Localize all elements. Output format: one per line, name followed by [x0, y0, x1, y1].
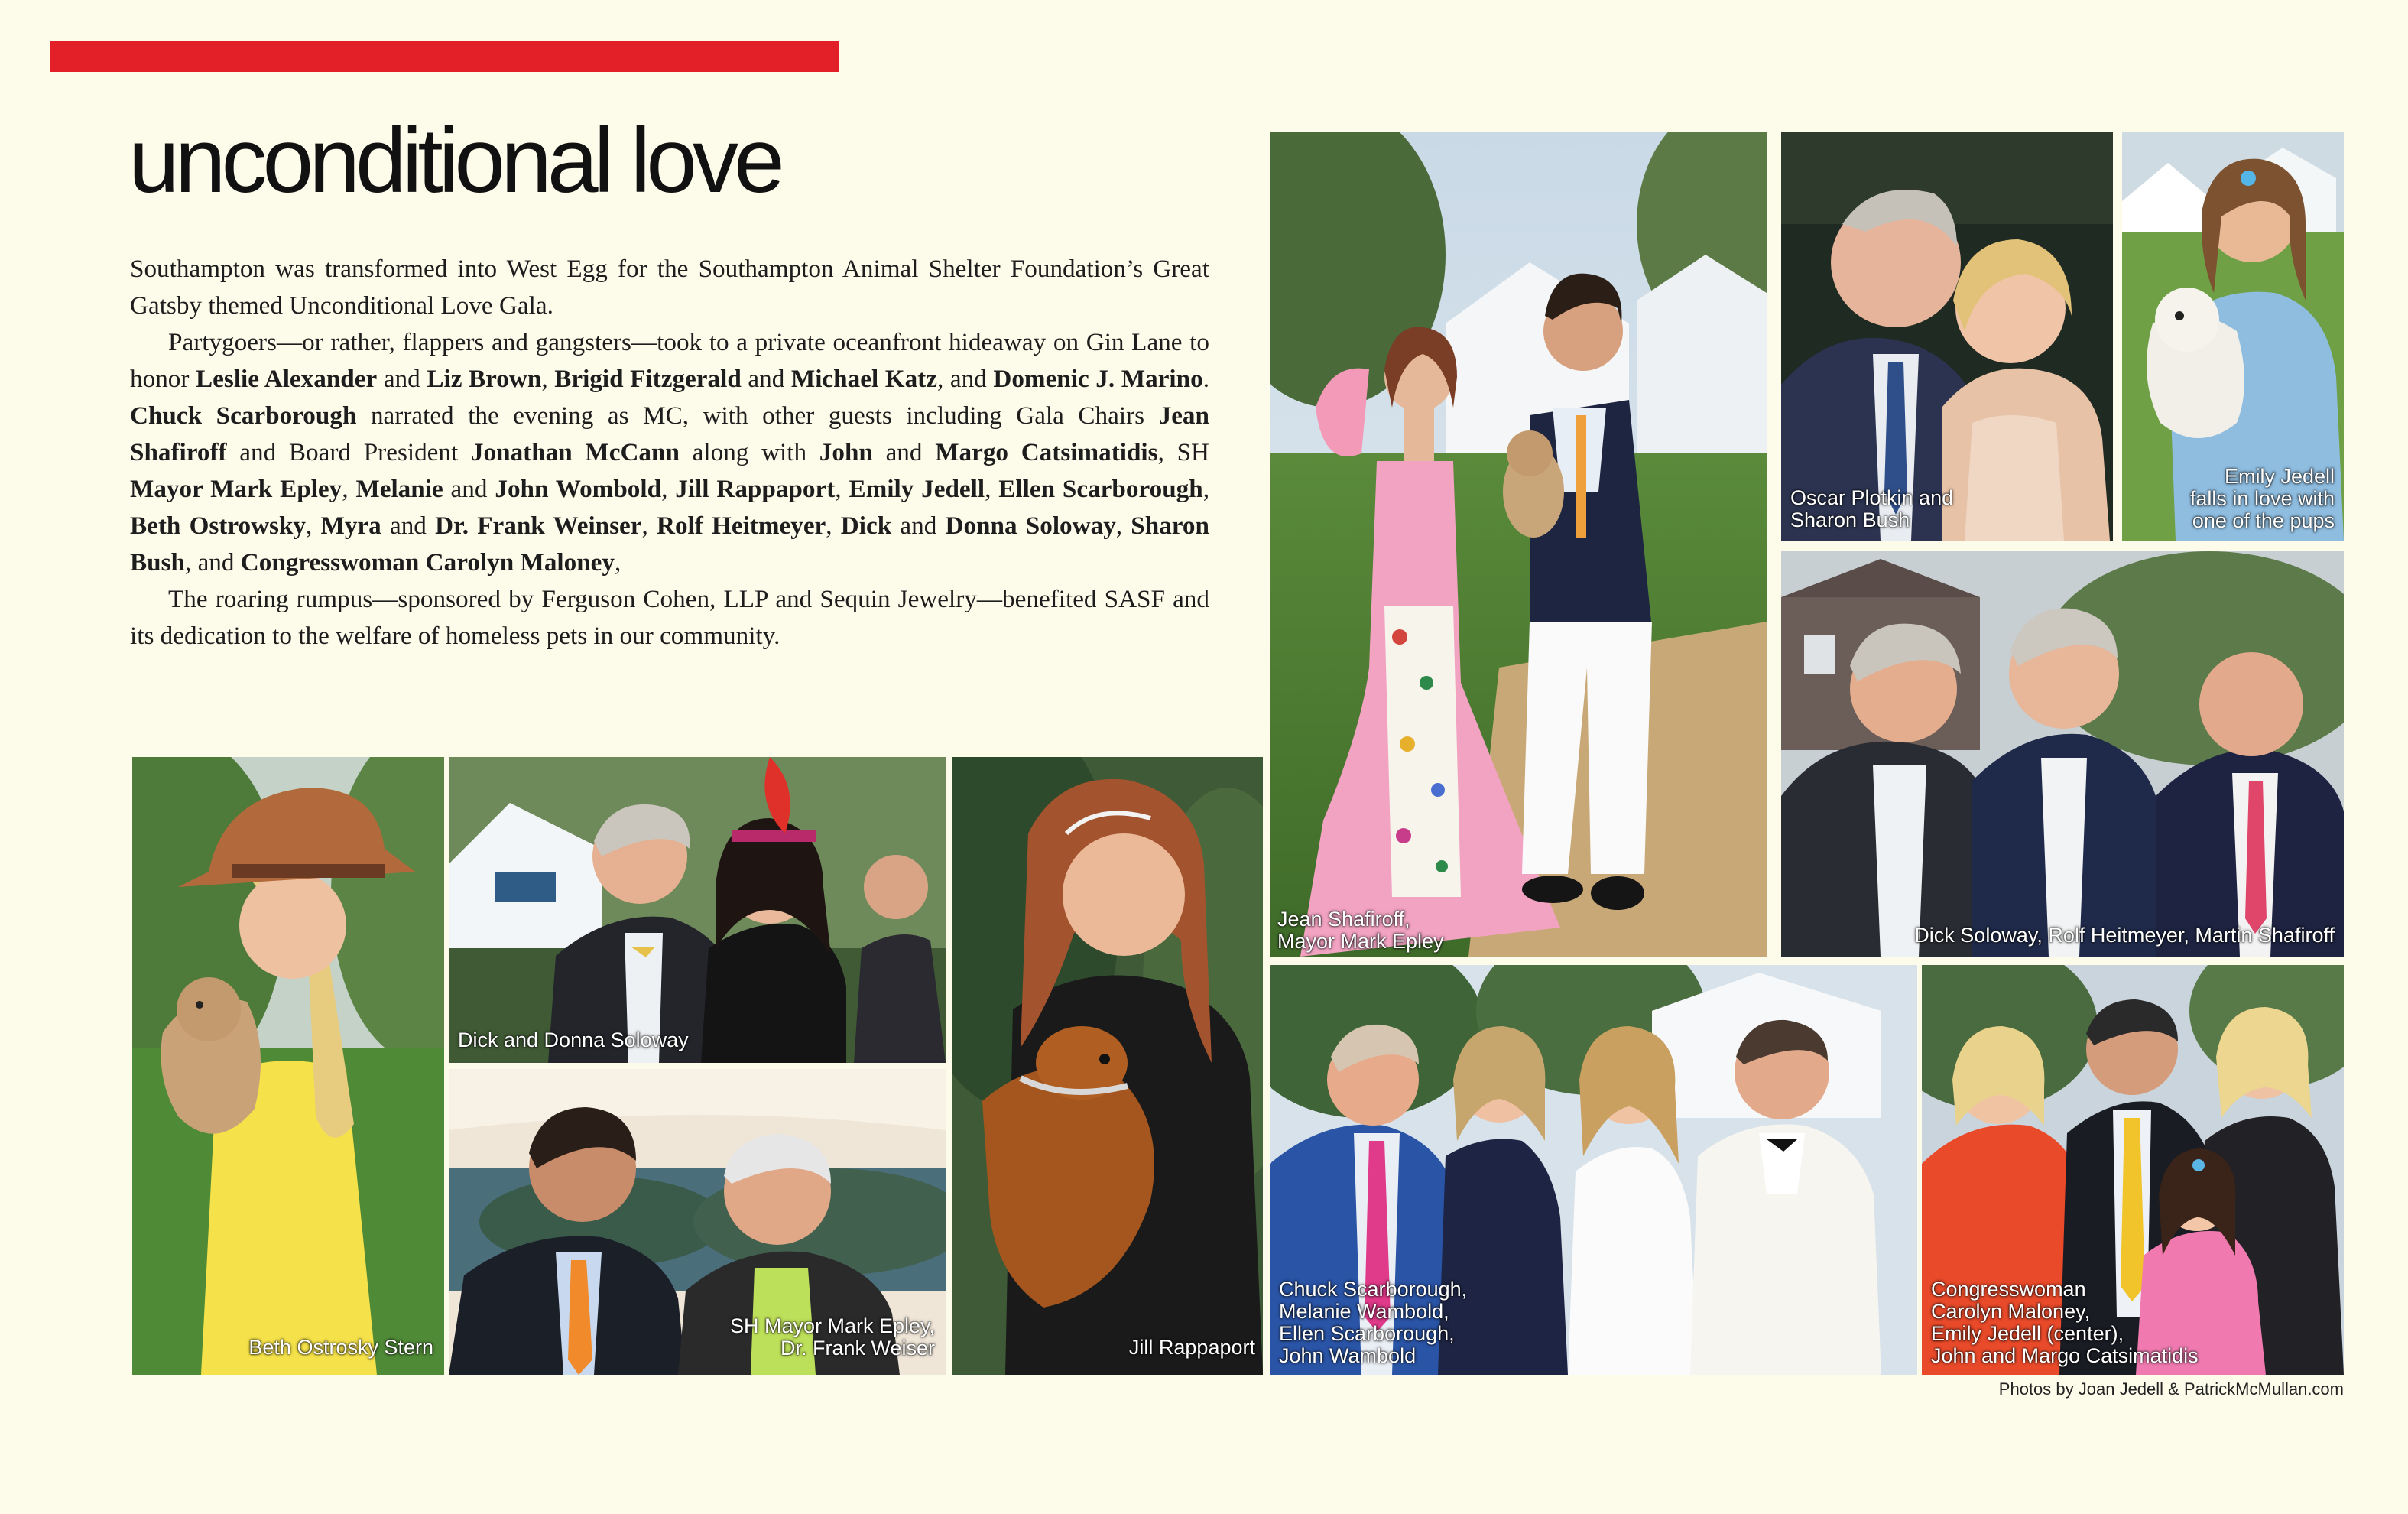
- photo-plotkin-bush: [1781, 132, 2113, 541]
- bold-name: Margo Catsimatidis: [935, 438, 1158, 466]
- bold-name: Domenic J. Marino: [993, 365, 1203, 393]
- paragraph-2: Partygoers—or rather, flappers and gangsters—took to a private oceanfront hideaway on Gin Lane to honor Leslie Alexander and Liz Brown, Brigid Fitzgerald and Michael Katz, and Domenic J. Marino. Chuck Scarborough narrated the evening as MC, with other guests including Gala Chairs Jean Shafiroff and Board President Jonathan McCann along with John and Margo Catsimatidis, SH Mayor Mark Epley, Melanie and John Wombold, Jill Rappaport, Emily Jedell, Ellen Scarborough, Beth Ostrowsky, Myra and Dr. Frank Weinser, Rolf Heitmeyer, Dick and Donna Soloway, Sharon Bush, and Congresswoman Carolyn Maloney,: [130, 328, 1210, 577]
- paragraph-1: Southampton was transformed into West Egg for the Southampton Animal Shelter Foundation’s Great Gatsby themed Unconditional Love Gala.: [130, 255, 1209, 320]
- photo-shafiroff-epley: [1270, 132, 1767, 957]
- bold-name: Congresswoman Carolyn Maloney: [240, 548, 615, 577]
- bold-name: Brigid Fitzgerald: [554, 365, 742, 393]
- caption-jill: Jill Rappaport: [1128, 1336, 1255, 1359]
- caption-jedell: Emily Jedell falls in love with one of the pups: [2189, 465, 2335, 532]
- headline: unconditional love: [128, 109, 780, 212]
- bold-name: Michael Katz: [790, 365, 937, 393]
- bold-name: John Wombold: [495, 475, 662, 503]
- photo-dick-donna-soloway: [449, 757, 946, 1063]
- caption-chuck: Chuck Scarborough, Melanie Wambold, Ellen Scarborough, John Wambold: [1279, 1278, 1468, 1367]
- bold-name: Leslie Alexander: [196, 365, 378, 393]
- photo-beth-ostrosky: [132, 757, 444, 1375]
- bold-name: Dick: [840, 512, 892, 540]
- bold-name: Mayor Mark Epley: [130, 475, 342, 503]
- bold-name: Jean Shafiroff: [130, 401, 1209, 466]
- caption-beth: Beth Ostrosky Stern: [248, 1336, 433, 1359]
- bold-name: Jill Rappaport: [675, 475, 836, 503]
- bold-name: Myra: [320, 512, 381, 540]
- caption-epley: SH Mayor Mark Epley, Dr. Frank Weiser: [729, 1314, 935, 1360]
- article-body: [130, 251, 1209, 655]
- bold-name: Rolf Heitmeyer: [657, 512, 826, 540]
- bold-name: Ellen Scarborough: [998, 475, 1203, 503]
- bold-name: Liz Brown: [427, 365, 542, 393]
- caption-maloney: Congresswoman Carolyn Maloney, Emily Jedell (center), John and Margo Catsimatidis: [1931, 1278, 2199, 1367]
- caption-dickdonna: Dick and Donna Soloway: [458, 1028, 689, 1051]
- bold-name: Sharon Bush: [130, 512, 1209, 577]
- photo-maloney-catsimatidis: [1922, 965, 2344, 1375]
- photo-soloway-heitmeyer-shafiroff: [1781, 551, 2344, 957]
- caption-soloway3: Dick Soloway, Rolf Heitmeyer, Martin Shafiroff: [1914, 924, 2335, 947]
- photo-epley-weiser: [449, 1069, 946, 1375]
- bold-name: John: [819, 438, 873, 466]
- bold-name: Beth Ostrowsky: [130, 512, 307, 540]
- bold-name: Emily Jedell: [849, 475, 985, 503]
- photo-scarborough-wambold: [1270, 965, 1917, 1375]
- bold-name: Donna Soloway: [945, 512, 1116, 540]
- bold-name: Dr. Frank Weinser: [435, 512, 642, 540]
- bold-name: Melanie: [355, 475, 443, 503]
- paragraph-3: The roaring rumpus—sponsored by Ferguson Cohen, LLP and Sequin Jewelry—benefited SASF and its dedication to the welfare of homeless pets in our community.: [130, 585, 1209, 650]
- caption-shafiroff: Jean Shafiroff, Mayor Mark Epley: [1277, 908, 1444, 953]
- photo-jedell-pup: [2122, 132, 2344, 541]
- red-accent-bar: [50, 41, 839, 72]
- bold-name: Chuck Scarborough: [130, 401, 357, 430]
- photo-jill-rappaport: [952, 757, 1263, 1375]
- photo-credit: Photos by Joan Jedell & PatrickMcMullan.com: [1998, 1379, 2344, 1399]
- bold-name: Jonathan McCann: [470, 438, 680, 466]
- caption-plotkin: Oscar Plotkin and Sharon Bush: [1790, 486, 1954, 531]
